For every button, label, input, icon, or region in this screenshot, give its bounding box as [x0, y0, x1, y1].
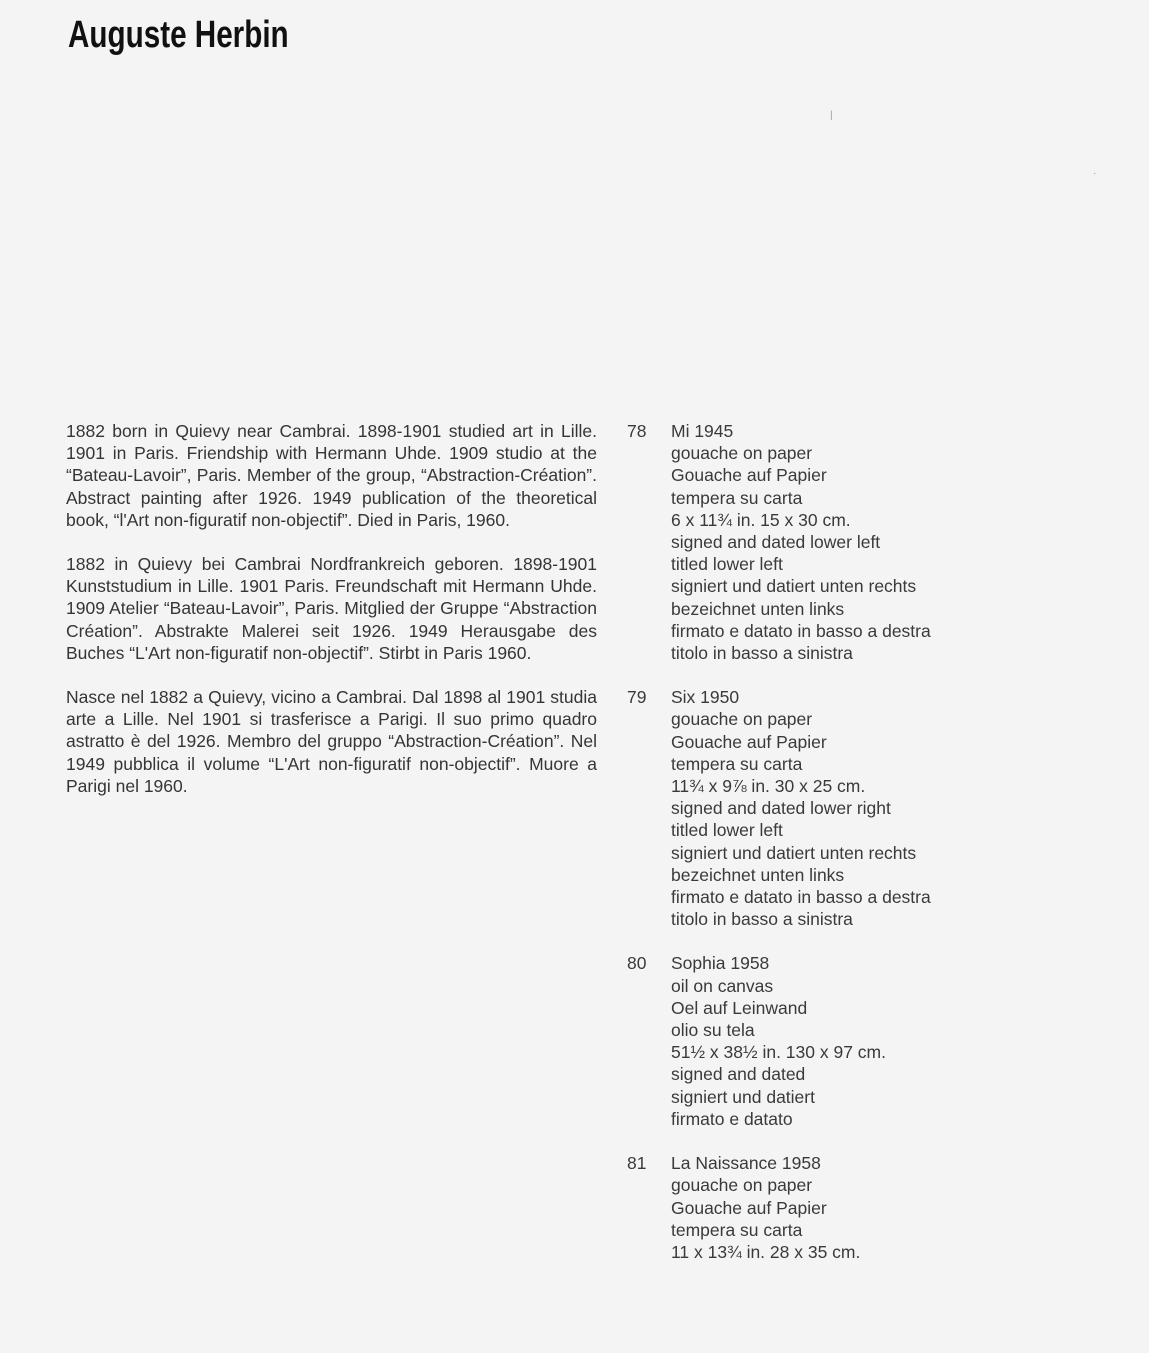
entry-line: oil on canvas	[671, 975, 774, 996]
catalog-entry-details	[671, 1152, 1087, 1263]
entry-line: signiert und datiert unten rechts	[671, 576, 917, 597]
biography-german: 1882 in Quievy bei Cambrai Nordfrankreich geboren. 1898-1901 Kunststudium in Lille. 1901 Paris. Freundschaft mit Hermann Uhde. 1909 Atelier “Bateau-Lavoir”, Paris. Mitglied der Gruppe “Abstraction Création”. Abstrakte Malerei seit 1926. 1949 Herausgabe des Buches “L'Art non-figuratif non-objectif”. Stirbt in Paris 1960.	[66, 554, 597, 663]
entry-line: titolo in basso a sinistra	[671, 909, 853, 930]
work-title: La Naissance 1958	[671, 1153, 821, 1174]
biography-english: 1882 born in Quievy near Cambrai. 1898-1901 studied art in Lille. 1901 in Paris. Friendship with Hermann Uhde. 1909 studio at the “Bateau-Lavoir”, Paris. Member of the group, “Abstraction-Création”. Abstract painting after 1926. 1949 publication of the theoretical book, “l'Art non-figuratif non-objectif”. Died in Paris, 1960.	[66, 421, 597, 530]
entry-line: tempera su carta	[671, 753, 803, 774]
entry-line: firmato e datato in basso a destra	[671, 887, 931, 908]
entry-line: signed and dated	[671, 1064, 806, 1085]
artist-name-heading: Auguste Herbin	[68, 14, 289, 56]
catalog-number: 80	[627, 953, 647, 974]
entry-line: signiert und datiert unten rechts	[671, 842, 917, 863]
dimensions: 11¾ x 9⅞ in. 30 x 25 cm.	[671, 776, 866, 797]
scan-speck: ·	[1093, 168, 1097, 179]
work-title: Mi 1945	[671, 421, 734, 441]
scan-speck: |	[830, 110, 833, 121]
entry-line: Gouache auf Papier	[671, 731, 827, 752]
entry-line: gouache on paper	[671, 709, 813, 730]
entry-line: titolo in basso a sinistra	[671, 643, 853, 664]
catalog-entry-details	[671, 686, 1087, 930]
dimensions: 6 x 11¾ in. 15 x 30 cm.	[671, 509, 851, 530]
entry-line: gouache on paper	[671, 443, 813, 464]
work-title: Sophia 1958	[671, 953, 770, 974]
catalog-number: 78	[627, 421, 647, 441]
entry-line: signiert und datiert	[671, 1086, 815, 1107]
entry-line: Oel auf Leinwand	[671, 997, 808, 1018]
entry-line: tempera su carta	[671, 487, 803, 508]
entry-line: firmato e datato in basso a destra	[671, 620, 931, 641]
dimensions: 51½ x 38½ in. 130 x 97 cm.	[671, 1042, 886, 1063]
entry-line: bezeichnet unten links	[671, 598, 845, 619]
entry-line: signed and dated lower left	[671, 532, 881, 553]
catalog-entry-80	[627, 952, 1087, 1130]
catalog-entry-79	[627, 686, 1087, 930]
catalog-entries-column	[627, 420, 1087, 1285]
catalog-entry-details	[671, 952, 1087, 1130]
biography-italian: Nasce nel 1882 a Quievy, vicino a Cambrai. Dal 1898 al 1901 studia arte a Lille. Nel 1901 si trasferisce a Parigi. Il suo primo quadro astratto è del 1926. Membro del gruppo “Abstraction-Création”. Nel 1949 pubblica il volume “L'Art non-figuratif non-objectif”. Muore a Parigi nel 1960.	[66, 687, 597, 796]
catalog-number: 79	[627, 687, 647, 708]
work-title: Six 1950	[671, 687, 740, 708]
entry-line: signed and dated lower right	[671, 798, 891, 819]
entry-line: titled lower left	[671, 820, 783, 841]
dimensions: 11 x 13¾ in. 28 x 35 cm.	[671, 1241, 861, 1262]
entry-line: Gouache auf Papier	[671, 1197, 827, 1218]
catalog-number: 81	[627, 1153, 647, 1174]
entry-line: firmato e datato	[671, 1108, 793, 1129]
catalog-entry-78	[627, 420, 1087, 664]
entry-line: tempera su carta	[671, 1219, 803, 1240]
catalog-entry-details	[671, 420, 1087, 664]
entry-line: olio su tela	[671, 1020, 755, 1041]
entry-line: bezeichnet unten links	[671, 864, 845, 885]
entry-line: titled lower left	[671, 554, 783, 575]
entry-line: gouache on paper	[671, 1175, 813, 1196]
entry-line: Gouache auf Papier	[671, 465, 827, 486]
biography-column	[66, 420, 597, 819]
catalog-entry-81	[627, 1152, 1087, 1263]
